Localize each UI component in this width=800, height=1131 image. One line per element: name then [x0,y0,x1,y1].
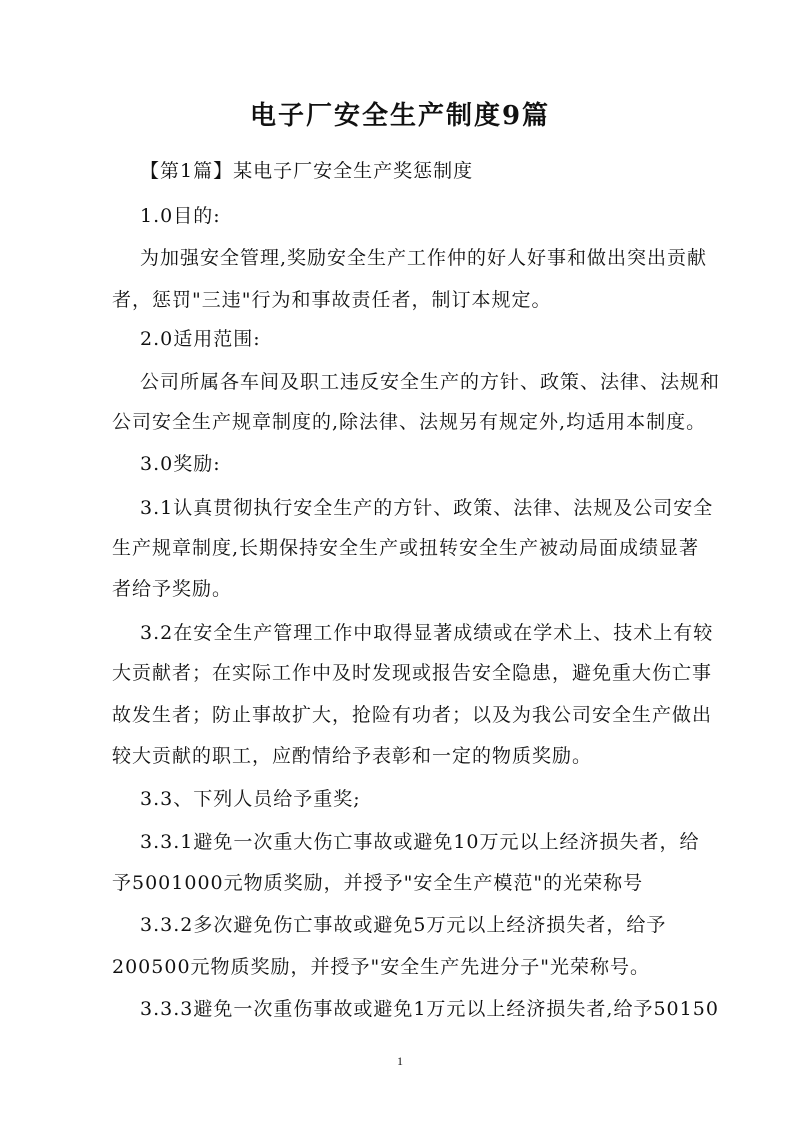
paragraph-line: 3.0奖励: [140,453,221,475]
document-title: 电子厂安全生产制度9篇 [249,101,551,131]
paragraph-line: 3.2在安全生产管理工作中取得显著成绩或在学术上、技术上有较 [140,622,714,644]
paragraph-line: 者给予奖励。 [112,578,233,600]
paragraph-line: 大贡献者；在实际工作中及时发现或报告安全隐患，避免重大伤亡事 [112,662,713,684]
page-number: 1 [397,1054,403,1068]
paragraph-line: 200500元物质奖励，并授予"安全生产先进分子"光荣称号。 [112,956,651,978]
paragraph-line: 3.3.2多次避免伤亡事故或避免5万元以上经济损失者，给予 [140,914,667,936]
section-heading: 【第1篇】某电子厂安全生产奖惩制度 [140,160,474,182]
paragraph-line: 3.1认真贯彻执行安全生产的方针、政策、法律、法规及公司安全 [140,497,714,519]
paragraph-line: 者，惩罚"三违"行为和事故责任者，制订本规定。 [112,289,552,311]
paragraph-line: 3.3.3避免一次重伤事故或避免1万元以上经济损失者,给予50150 [140,998,719,1020]
paragraph-line: 3.3、下列人员给予重奖; [140,788,361,810]
paragraph-line: 故发生者；防止事故扩大，抢险有功者；以及为我公司安全生产做出 [112,704,713,726]
paragraph-line: 生产规章制度,长期保持安全生产或扭转安全生产被动局面成绩显著 [112,537,700,559]
paragraph-line: 为加强安全管理,奖励安全生产工作仲的好人好事和做出突出贡献 [140,247,708,269]
paragraph-line: 公司所属各车间及职工违反安全生产的方针、政策、法律、法规和 [140,371,721,393]
paragraph-line: 3.3.1避免一次重大伤亡事故或避免10万元以上经济损失者，给 [140,831,700,853]
paragraph-line: 公司安全生产规章制度的,除法律、法规另有规定外,均适用本制度。 [112,411,707,433]
paragraph-line: 2.0适用范围: [140,328,261,350]
paragraph-line: 较大贡献的职工，应酌情给予表彰和一定的物质奖励。 [112,745,593,767]
paragraph-line: 1.0目的: [140,205,221,227]
paragraph-line: 予5001000元物质奖励，并授予"安全生产模范"的光荣称号 [112,872,644,894]
